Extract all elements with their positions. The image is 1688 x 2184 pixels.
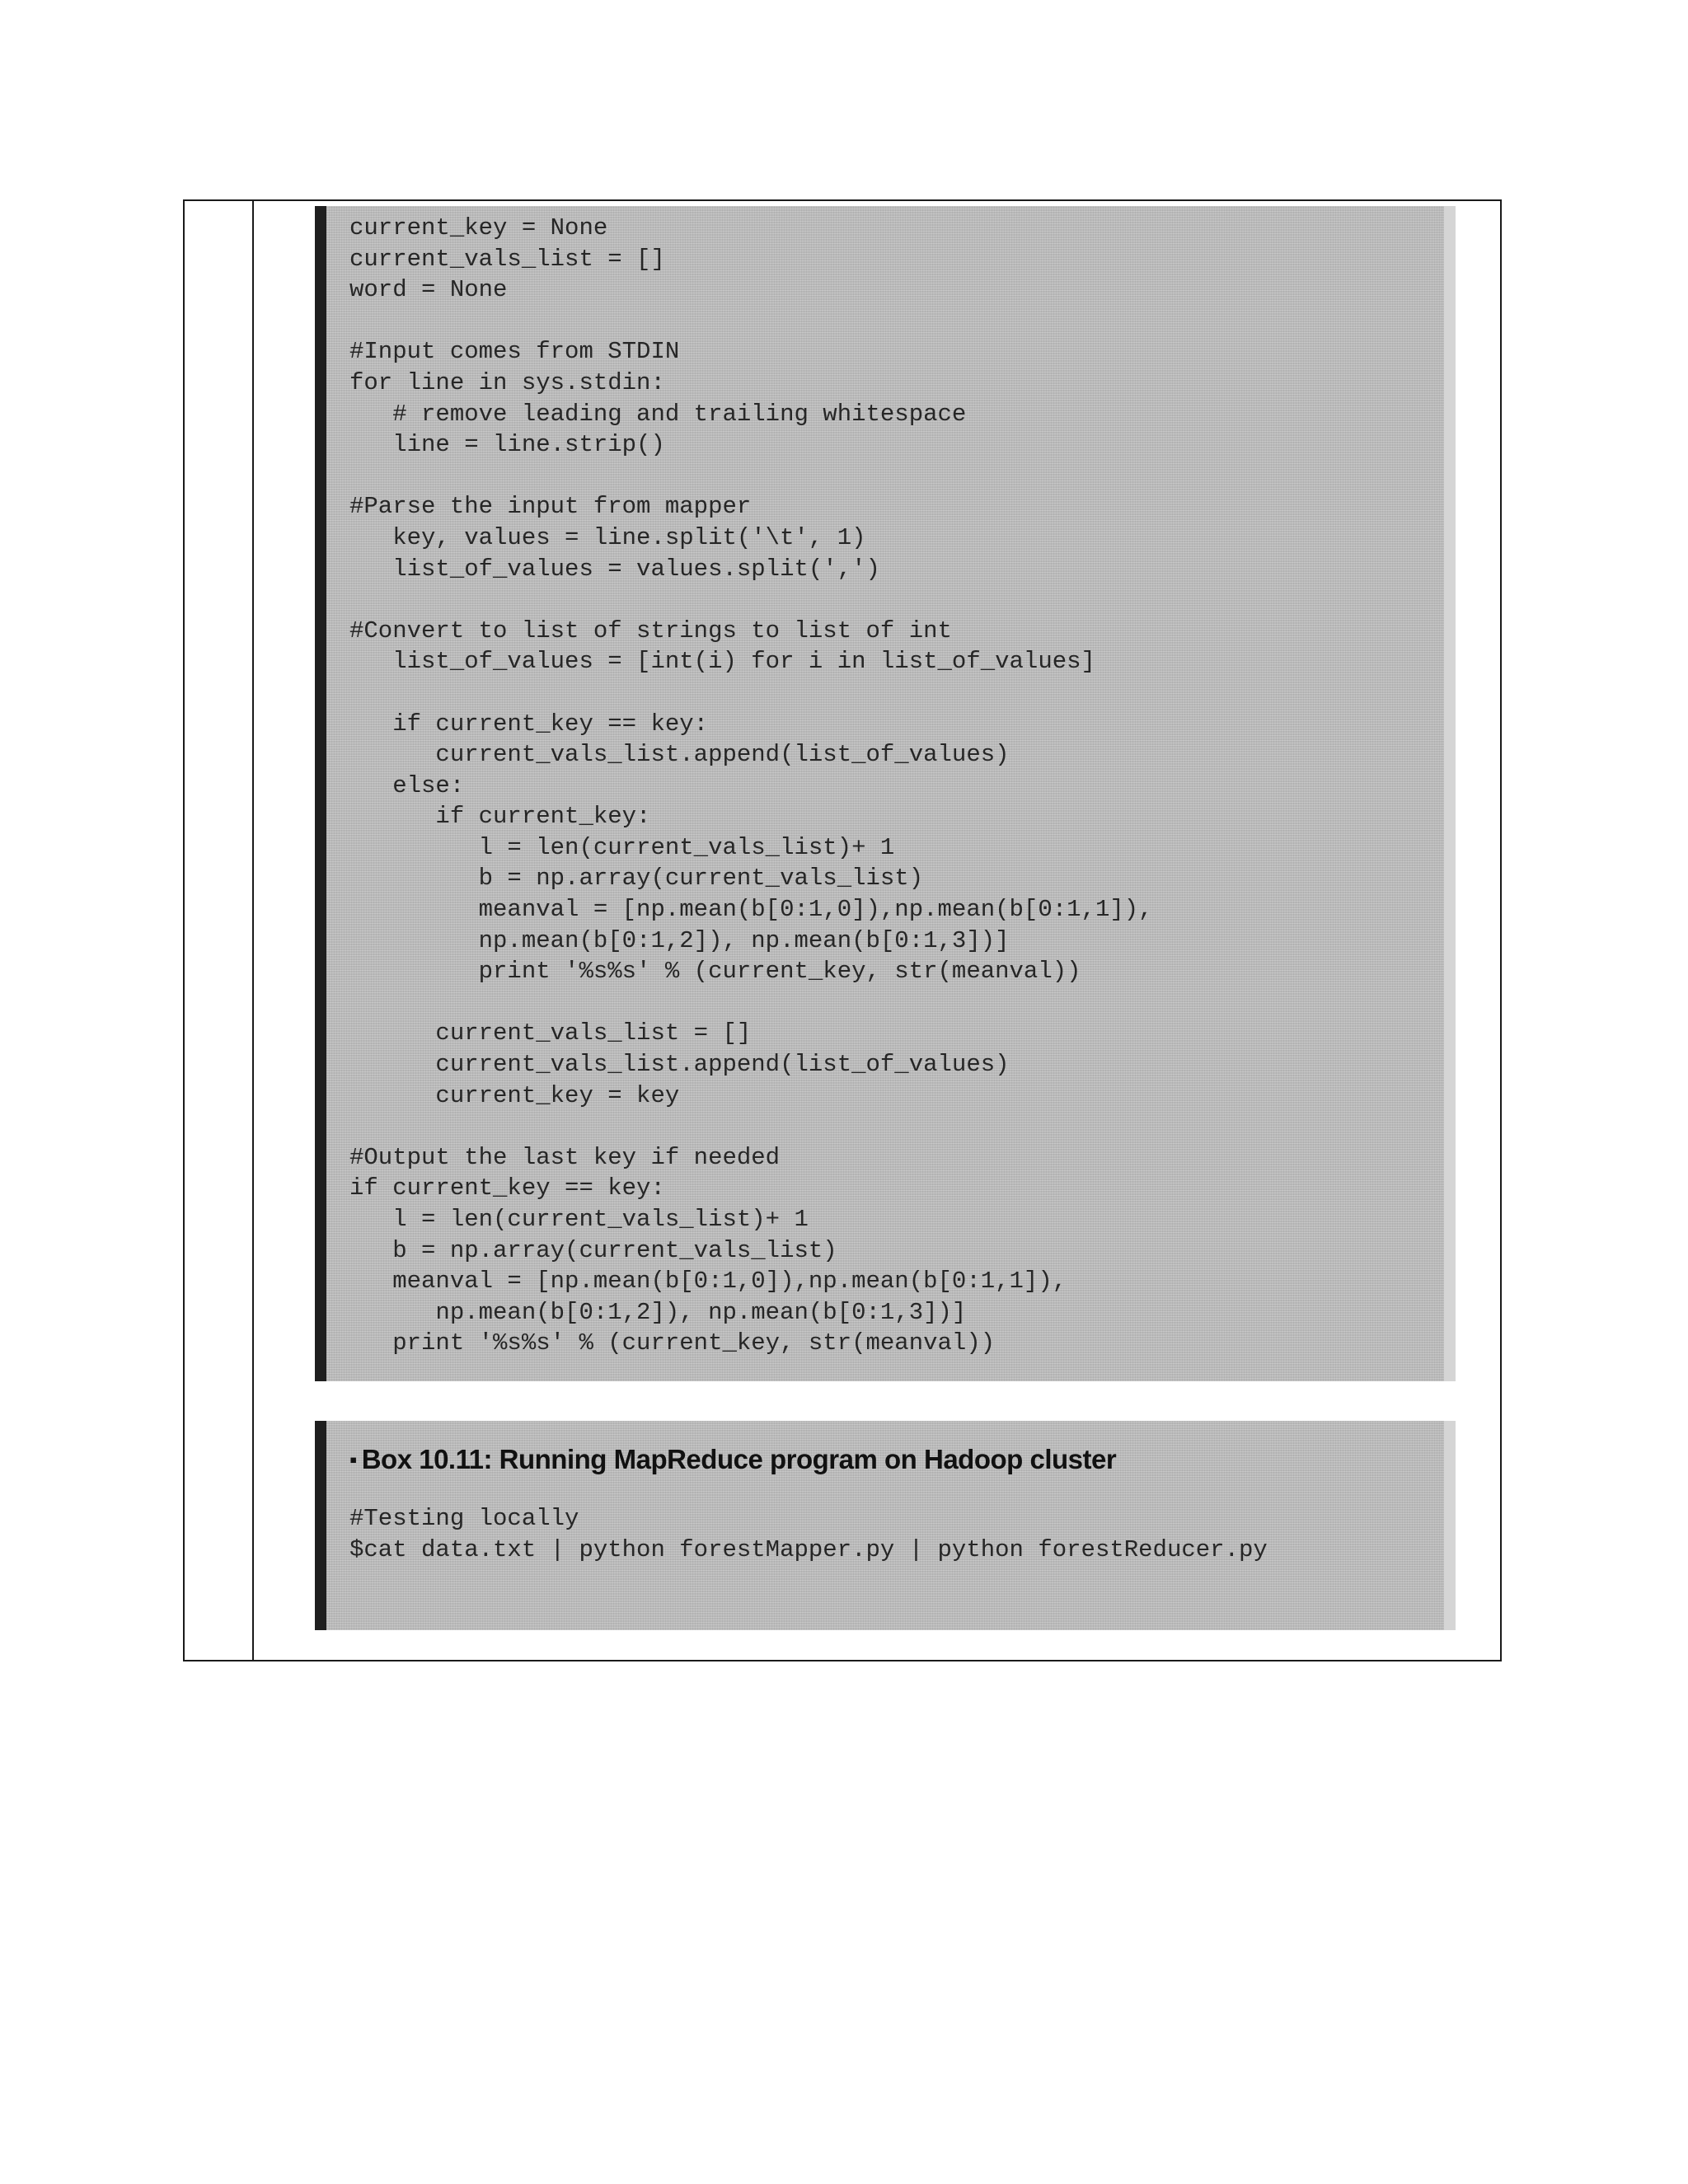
code-line: key, values = line.split('\t', 1) [349,523,866,551]
code-line: current_vals_list.append(list_of_values) [349,1051,1010,1079]
code-line: print '%s%s' % (current_key, str(meanval)) [349,958,1081,986]
code-line: np.mean(b[0:1,2]), np.mean(b[0:1,3])] [349,1298,967,1326]
panel-shadow [1444,206,1456,1381]
code-line: l = len(current_vals_list)+ 1 [349,833,895,861]
code-line: list_of_values = [int(i) for i in list_of_values] [349,648,1095,676]
margin-divider [252,201,254,1660]
code-line: print '%s%s' % (current_key, str(meanval)) [349,1329,996,1357]
code-listing [349,213,1444,1359]
code-listing-panel [315,206,1444,1381]
code-line: b = np.array(current_vals_list) [349,865,924,893]
code-line: b = np.array(current_vals_list) [349,1236,837,1264]
code-line: #Output the last key if needed [349,1143,781,1171]
code-line: #Input comes from STDIN [349,338,680,366]
code-line: #Parse the input from mapper [349,493,752,521]
code-line: meanval = [np.mean(b[0:1,0]),np.mean(b[0:1,1]), [349,1268,1067,1296]
code-line: current_vals_list = [] [349,1019,752,1047]
box-title [349,1444,1444,1475]
code-line: l = len(current_vals_list)+ 1 [349,1206,809,1233]
bullet-icon: ▪ [349,1447,357,1472]
box-panel [315,1421,1444,1630]
code-line: #Testing locally [349,1505,579,1532]
code-line: current_key = key [349,1081,680,1109]
code-line: current_key = None [349,214,608,241]
code-line: if current_key: [349,803,651,831]
code-line: # remove leading and trailing whitespace [349,400,967,428]
code-line: np.mean(b[0:1,2]), np.mean(b[0:1,3])] [349,926,1010,954]
box-title-text: Box 10.11: Running MapReduce program on Hadoop cluster [361,1444,1117,1474]
code-line: list_of_values = values.split(',') [349,555,880,583]
panel-shadow [1444,1421,1456,1630]
code-line: word = None [349,276,508,304]
code-line: current_vals_list = [] [349,245,665,273]
code-line: #Convert to list of strings to list of int [349,616,952,644]
code-line: if current_key == key: [349,1174,665,1202]
code-line: $cat data.txt | python forestMapper.py | python forestReducer.py [349,1535,1268,1563]
code-line: current_vals_list.append(list_of_values) [349,741,1010,769]
box-code-listing [349,1503,1444,1565]
code-line: line = line.strip() [349,431,665,459]
code-line: else: [349,771,465,799]
code-line: for line in sys.stdin: [349,368,665,396]
code-line: meanval = [np.mean(b[0:1,0]),np.mean(b[0:1,1]), [349,896,1153,924]
code-line: if current_key == key: [349,710,709,738]
